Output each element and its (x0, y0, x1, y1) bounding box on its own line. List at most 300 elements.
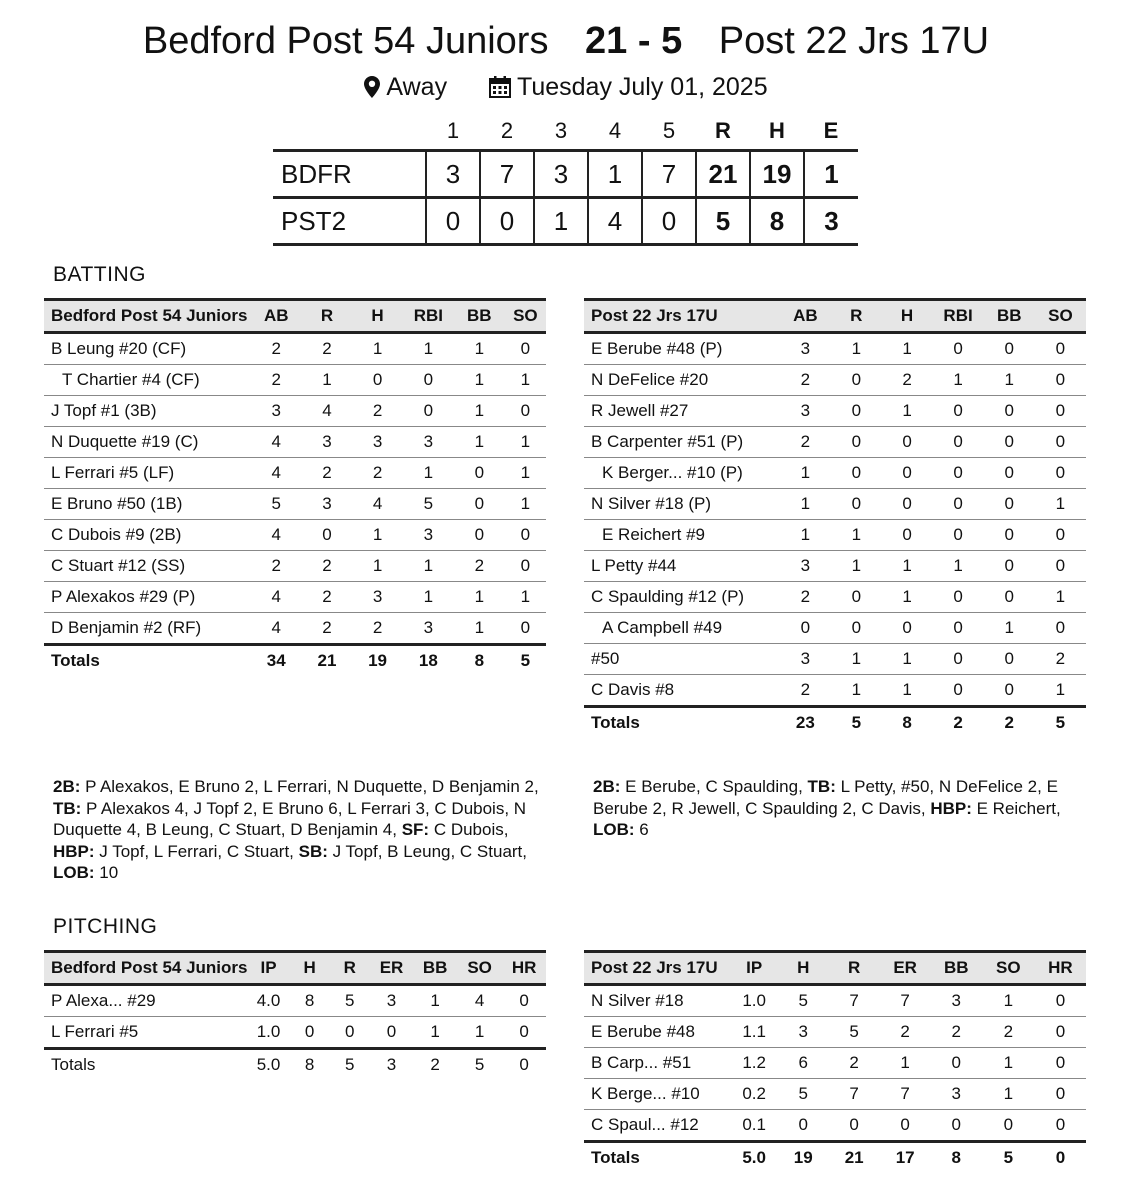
player-name: N Duquette #19 (C) (44, 427, 251, 458)
linescore-cell: 1 (804, 151, 858, 198)
stat-header-row (44, 300, 546, 333)
stat-cell: 3 (931, 985, 982, 1017)
stat-header-row (584, 300, 1086, 333)
stat-cell: 0 (454, 458, 505, 489)
stat-cell: 0 (829, 1110, 880, 1142)
stat-cell: 0 (1035, 985, 1086, 1017)
player-row (584, 613, 1086, 644)
player-row (584, 675, 1086, 707)
stat-cell: 2 (302, 333, 353, 365)
stat-cell: 0 (932, 396, 983, 427)
totals-cell: 2 (430, 1055, 440, 1074)
player-row (44, 1017, 546, 1049)
stat-cell: 5 (778, 1079, 829, 1110)
stat-cell: 1 (457, 1017, 502, 1049)
note-label: SB: (298, 841, 328, 861)
stat-cell: 1 (982, 1079, 1035, 1110)
linescore-cell: 3 (534, 151, 588, 198)
totals-cell: 5 (520, 651, 531, 670)
stat-cell: 0.2 (731, 1079, 778, 1110)
stat-cell: 1 (403, 458, 454, 489)
stat-cell: 3 (302, 427, 353, 458)
stat-cell: 1 (505, 427, 546, 458)
stat-cell: 0 (505, 551, 546, 582)
stat-cell: 0 (302, 520, 353, 551)
stat-cell: 4 (251, 520, 302, 551)
stat-cell: 2 (780, 582, 831, 613)
player-name: B Leung #20 (CF) (44, 333, 251, 365)
player-name: N DeFelice #20 (584, 365, 780, 396)
stat-cell: 0 (831, 489, 882, 520)
stat-cell: 0 (505, 396, 546, 427)
stat-cell: 1 (780, 489, 831, 520)
stat-cell: 0 (882, 489, 933, 520)
stat-col-header: RBI (932, 300, 983, 333)
stat-cell: 3 (302, 489, 353, 520)
stat-cell: 7 (880, 985, 931, 1017)
player-row (584, 365, 1086, 396)
stat-cell: 0 (932, 582, 983, 613)
stat-cell: 1 (302, 365, 353, 396)
stat-cell: 0 (932, 489, 983, 520)
linescore-cell: 3 (804, 198, 858, 245)
stat-cell: 0 (1035, 1110, 1086, 1142)
stat-cell: 1 (1035, 675, 1086, 707)
totals-cell: 17 (895, 1148, 915, 1167)
totals-cell: 2 (1004, 713, 1014, 732)
stat-cell: 1 (882, 582, 933, 613)
stat-cell: 2 (302, 551, 353, 582)
stat-cell: 0 (780, 613, 831, 644)
stat-cell: 1 (352, 551, 403, 582)
linescore-cell: 7 (480, 151, 534, 198)
stat-col-header: BB (454, 300, 505, 333)
stat-cell: 1 (982, 985, 1035, 1017)
stat-cell: 1 (505, 582, 546, 613)
linescore-cell: 4 (588, 198, 642, 245)
player-name: #50 (584, 644, 780, 675)
note-label: 2B: (593, 777, 621, 796)
stat-cell: 3 (931, 1079, 982, 1110)
stat-cell: 3 (778, 1017, 829, 1048)
stat-cell: 0 (403, 365, 454, 396)
stat-cell: 1 (984, 365, 1035, 396)
stat-header-row (584, 952, 1086, 985)
stat-cell: 0 (984, 644, 1035, 675)
pitching-section-title: PITCHING (53, 915, 158, 938)
stat-cell: 0 (882, 458, 933, 489)
totals-row (584, 1142, 1086, 1174)
stat-cell: 2 (251, 365, 302, 396)
totals-cell: 5.0 (742, 1148, 766, 1167)
stat-cell: 2 (780, 365, 831, 396)
stat-cell: 1 (505, 458, 546, 489)
stat-cell: 1 (880, 1048, 931, 1079)
player-row (44, 427, 546, 458)
stat-col-header: BB (413, 952, 457, 985)
batting-notes-home (53, 776, 543, 884)
player-name: B Carp... #51 (584, 1048, 731, 1079)
stat-cell: 1 (882, 644, 933, 675)
stat-cell: 1 (413, 1017, 457, 1049)
batting-table-home (44, 298, 546, 676)
stat-cell: 1 (831, 333, 882, 365)
stat-cell: 0 (505, 613, 546, 645)
totals-label: Totals (591, 1148, 640, 1167)
stat-cell: 2 (931, 1017, 982, 1048)
linescore-col-header: 1 (446, 118, 460, 143)
note-label: HBP: (930, 798, 972, 818)
stat-cell: 0 (1035, 427, 1086, 458)
stat-cell: 3 (403, 427, 454, 458)
linescore-team: BDFR (273, 151, 426, 198)
totals-cell: 5 (474, 1055, 485, 1074)
stat-cell: 0 (403, 396, 454, 427)
stat-cell: 0 (984, 427, 1035, 458)
stat-col-header: HR (1035, 952, 1086, 985)
stat-cell: 1 (831, 551, 882, 582)
stat-cell: 0 (1035, 613, 1086, 644)
date-label: Tuesday July 01, 2025 (516, 73, 768, 101)
stat-col-header: R (302, 300, 353, 333)
team-header: Bedford Post 54 Juniors (44, 952, 247, 985)
stat-cell: 1 (413, 985, 457, 1017)
stat-cell: 0 (984, 582, 1035, 613)
note-text: P Alexakos 4, J Topf 2, E Bruno 6, L Ferrari 3, C Dubois, N Duquette 4, B Leung, C Stuart, D Benjamin 4, (53, 798, 527, 839)
note-text: E Reichert, (971, 798, 1061, 818)
stat-cell: 1 (982, 1048, 1035, 1079)
stat-cell: 1 (352, 520, 403, 551)
player-row (584, 1079, 1086, 1110)
stat-cell: 2 (1035, 644, 1086, 675)
stat-cell: 0 (932, 644, 983, 675)
linescore-cell: 0 (426, 198, 480, 245)
note-text: J Topf, B Leung, C Stuart, (327, 841, 527, 861)
stat-cell: 4 (251, 458, 302, 489)
stat-cell: 0 (1035, 520, 1086, 551)
stat-cell: 3 (251, 396, 302, 427)
totals-cell: 5 (851, 713, 862, 732)
stat-col-header: HR (502, 952, 546, 985)
totals-cell: 8 (951, 1148, 961, 1167)
away-team-name: Post 22 Jrs 17U (718, 20, 990, 62)
totals-label: Totals (51, 1055, 96, 1074)
stat-cell: 1 (780, 520, 831, 551)
stat-cell: 5 (330, 985, 370, 1017)
note-label: LOB: (53, 863, 95, 882)
player-row (584, 582, 1086, 613)
player-name: N Silver #18 (584, 985, 731, 1017)
player-row (584, 396, 1086, 427)
pitching-table-home (44, 950, 546, 1080)
stat-cell: 1 (831, 675, 882, 707)
note-text: J Topf, L Ferrari, C Stuart, (94, 841, 299, 861)
stat-col-header: SO (1035, 300, 1086, 333)
player-row (44, 551, 546, 582)
stat-cell: 1 (882, 675, 933, 707)
stat-cell: 1.0 (731, 985, 778, 1017)
stat-cell: 0 (984, 489, 1035, 520)
linescore-col-header: H (769, 118, 785, 143)
stat-col-header: H (882, 300, 933, 333)
player-name: C Davis #8 (584, 675, 780, 707)
stat-cell: 2 (780, 675, 831, 707)
map-pin-icon (364, 76, 380, 105)
player-name: P Alexakos #29 (P) (44, 582, 251, 613)
stat-col-header: RBI (403, 300, 454, 333)
player-name: C Spaul... #12 (584, 1110, 731, 1142)
totals-cell: 8 (902, 713, 912, 732)
stat-cell: 0 (1035, 551, 1086, 582)
player-row (44, 582, 546, 613)
player-row (584, 551, 1086, 582)
stat-cell: 1.1 (731, 1017, 778, 1048)
stat-cell: 4.0 (247, 985, 289, 1017)
stat-cell: 2 (880, 1017, 931, 1048)
player-name: K Berger... #10 (P) (584, 458, 780, 489)
stat-cell: 0 (932, 458, 983, 489)
batting-table-away (584, 298, 1086, 738)
stat-cell: 2 (352, 613, 403, 645)
stat-cell: 0 (1035, 458, 1086, 489)
stat-cell: 1 (932, 551, 983, 582)
player-name: N Silver #18 (P) (584, 489, 780, 520)
stat-cell: 5 (251, 489, 302, 520)
stat-cell: 0 (931, 1110, 982, 1142)
player-row (584, 985, 1086, 1017)
stat-cell: 0 (502, 1017, 546, 1049)
stat-cell: 0 (1035, 1079, 1086, 1110)
stat-cell: 2 (829, 1048, 880, 1079)
stat-cell: 0 (1035, 365, 1086, 396)
stat-cell: 0 (984, 396, 1035, 427)
stat-col-header: BB (931, 952, 982, 985)
stat-col-header: H (778, 952, 829, 985)
stat-cell: 0 (931, 1048, 982, 1079)
stat-cell: 0 (932, 427, 983, 458)
player-row (584, 1048, 1086, 1079)
stat-cell: 1 (780, 458, 831, 489)
stat-cell: 5 (403, 489, 454, 520)
stat-col-header: R (829, 952, 880, 985)
totals-cell: 5 (1003, 1148, 1014, 1167)
game-meta (0, 73, 1132, 105)
stat-cell: 2 (780, 427, 831, 458)
linescore-col-header: R (715, 118, 731, 143)
stat-col-header: ER (880, 952, 931, 985)
stat-cell: 0 (932, 333, 983, 365)
linescore-row (273, 151, 858, 198)
stat-cell: 2 (352, 458, 403, 489)
stat-cell: 0 (880, 1110, 931, 1142)
note-text: E Berube, C Spaulding, (620, 777, 808, 796)
final-score: 21 - 5 (585, 20, 683, 62)
stat-cell: 3 (403, 613, 454, 645)
player-row (44, 333, 546, 365)
stat-cell: 0 (831, 458, 882, 489)
totals-cell: 5 (344, 1055, 355, 1074)
linescore-header (273, 113, 858, 151)
player-row (584, 1017, 1086, 1048)
linescore-cell: 7 (642, 151, 696, 198)
note-label: TB: (53, 798, 82, 818)
linescore-cell: 3 (426, 151, 480, 198)
linescore-cell: 5 (696, 198, 750, 245)
stat-cell: 0 (290, 1017, 330, 1049)
totals-cell: 21 (317, 651, 337, 670)
stat-cell: 1 (352, 333, 403, 365)
home-team-name: Bedford Post 54 Juniors (142, 20, 549, 62)
linescore-col-header: 3 (554, 118, 568, 143)
player-row (44, 489, 546, 520)
totals-label: Totals (51, 651, 100, 670)
stat-cell: 0 (778, 1110, 829, 1142)
linescore-col-header: 5 (662, 118, 676, 143)
stat-cell: 7 (880, 1079, 931, 1110)
stat-cell: 2 (882, 365, 933, 396)
note-label: 2B: (53, 777, 81, 796)
totals-cell: 0 (1055, 1148, 1066, 1167)
stat-cell: 1.0 (247, 1017, 289, 1049)
linescore-cell: 21 (696, 151, 750, 198)
stat-cell: 1 (831, 520, 882, 551)
stat-cell: 3 (780, 396, 831, 427)
player-row (44, 458, 546, 489)
stat-col-header: SO (982, 952, 1035, 985)
stat-cell: 4 (352, 489, 403, 520)
player-name: L Ferrari #5 (44, 1017, 247, 1049)
note-text: 10 (94, 863, 119, 882)
stat-cell: 2 (982, 1017, 1035, 1048)
stat-cell: 1 (932, 365, 983, 396)
note-label: HBP: (53, 841, 95, 861)
stat-cell: 0 (932, 675, 983, 707)
linescore-cell: 0 (480, 198, 534, 245)
stat-cell: 3 (352, 427, 403, 458)
note-text: C Dubois, (429, 820, 509, 839)
player-name: L Petty #44 (584, 551, 780, 582)
linescore-cell: 1 (588, 151, 642, 198)
stat-col-header: IP (731, 952, 778, 985)
stat-col-header: SO (457, 952, 502, 985)
stat-cell: 0 (505, 333, 546, 365)
stat-cell: 1 (403, 551, 454, 582)
stat-header-row (44, 952, 546, 985)
note-text: 6 (634, 820, 649, 839)
player-row (44, 396, 546, 427)
stat-col-header: AB (780, 300, 831, 333)
stat-cell: 5 (778, 985, 829, 1017)
totals-cell: 8 (474, 651, 485, 670)
note-label: TB: (807, 777, 836, 796)
stat-cell: 7 (829, 985, 880, 1017)
player-row (584, 520, 1086, 551)
stat-cell: 1 (403, 333, 454, 365)
pitching-table-away (584, 950, 1086, 1173)
totals-cell: 18 (418, 651, 438, 670)
player-name: A Campbell #49 (584, 613, 780, 644)
totals-cell: 5 (1055, 713, 1066, 732)
stat-cell: 0 (502, 985, 546, 1017)
stat-cell: 0 (984, 458, 1035, 489)
stat-col-header: IP (247, 952, 289, 985)
stat-cell: 5 (829, 1017, 880, 1048)
location-label: Away (386, 73, 448, 101)
stat-cell: 4 (251, 582, 302, 613)
player-name: E Reichert #9 (584, 520, 780, 551)
player-name: L Ferrari #5 (LF) (44, 458, 251, 489)
stat-cell: 1 (454, 396, 505, 427)
stat-cell: 0 (330, 1017, 370, 1049)
player-name: J Topf #1 (3B) (44, 396, 251, 427)
linescore-table (273, 113, 858, 246)
stat-cell: 0 (454, 489, 505, 520)
calendar-icon (489, 76, 511, 105)
stat-cell: 0 (882, 520, 933, 551)
stat-cell: 0 (352, 365, 403, 396)
stat-cell: 6 (778, 1048, 829, 1079)
stat-cell: 2 (302, 458, 353, 489)
stat-cell: 8 (290, 985, 330, 1017)
stat-cell: 2 (251, 333, 302, 365)
stat-cell: 0 (982, 1110, 1035, 1142)
linescore-col-header: 2 (500, 118, 514, 143)
totals-label: Totals (591, 713, 640, 732)
stat-cell: 0 (831, 427, 882, 458)
stat-cell: 0 (454, 520, 505, 551)
linescore-cell: 19 (750, 151, 804, 198)
player-row (584, 644, 1086, 675)
team-header: Bedford Post 54 Juniors (44, 300, 251, 333)
player-name: E Bruno #50 (1B) (44, 489, 251, 520)
player-name: C Stuart #12 (SS) (44, 551, 251, 582)
player-name: R Jewell #27 (584, 396, 780, 427)
stat-cell: 3 (352, 582, 403, 613)
stat-cell: 1 (1035, 582, 1086, 613)
stat-col-header: AB (251, 300, 302, 333)
stat-cell: 1 (984, 613, 1035, 644)
totals-cell: 34 (266, 651, 286, 670)
linescore-cell: 1 (534, 198, 588, 245)
batting-notes-away (593, 776, 1088, 841)
note-text: L Petty, #50, N DeFelice 2, E Berube 2, R Jewell, C Spaulding 2, C Davis, (593, 777, 1058, 818)
linescore-row (273, 198, 858, 245)
stat-cell: 1 (454, 427, 505, 458)
stat-cell: 1 (882, 333, 933, 365)
stat-cell: 4 (251, 427, 302, 458)
stat-cell: 1 (882, 551, 933, 582)
totals-cell: 0 (519, 1055, 529, 1074)
stat-cell: 1 (403, 582, 454, 613)
stat-cell: 0 (984, 520, 1035, 551)
stat-cell: 0 (984, 551, 1035, 582)
stat-cell: 0 (932, 520, 983, 551)
stat-cell: 0 (505, 520, 546, 551)
stat-cell: 2 (302, 613, 353, 645)
stat-col-header: BB (984, 300, 1035, 333)
player-row (44, 613, 546, 645)
totals-cell: 5.0 (256, 1055, 281, 1074)
totals-cell: 19 (793, 1148, 813, 1167)
stat-cell: 0 (984, 675, 1035, 707)
player-name: D Benjamin #2 (RF) (44, 613, 251, 645)
stat-cell: 1.2 (731, 1048, 778, 1079)
totals-cell: 23 (795, 713, 815, 732)
totals-row (44, 1049, 546, 1081)
player-name: E Berube #48 (584, 1017, 731, 1048)
stat-cell: 4 (302, 396, 353, 427)
stat-col-header: ER (370, 952, 413, 985)
